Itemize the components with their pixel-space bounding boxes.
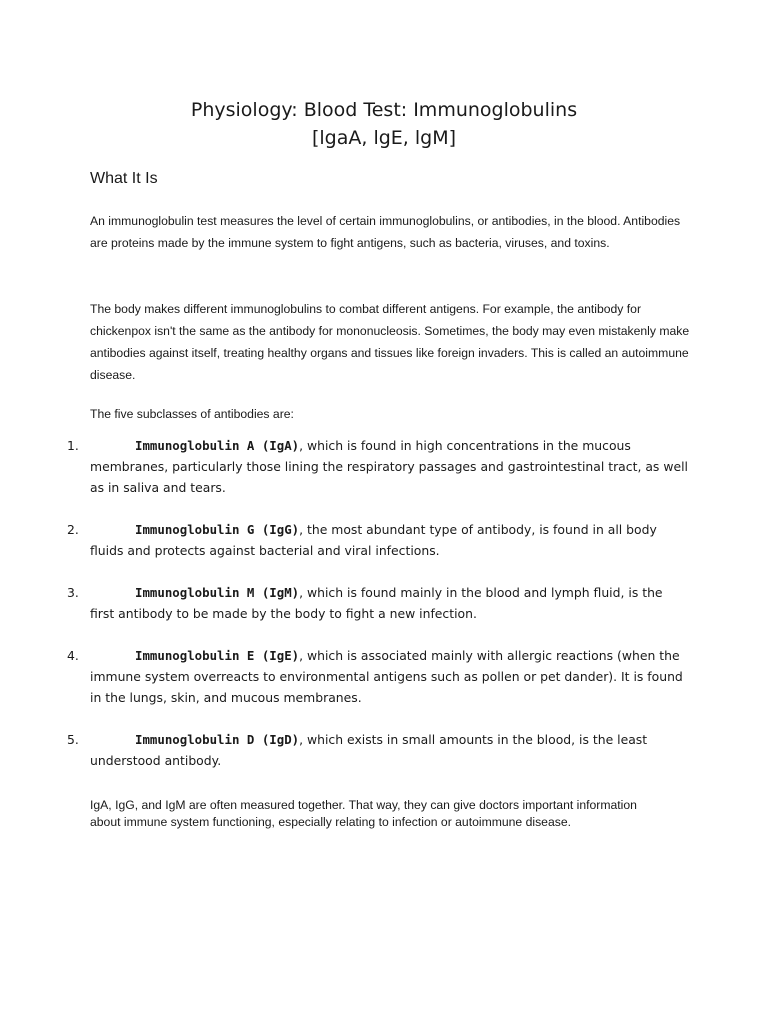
list-term: Immunoglobulin E (IgE) — [135, 648, 300, 663]
list-text: , which is found mainly in the blood and lymph fluid, is the first antibody to be made by the body to fight a new infection. — [90, 585, 663, 621]
list-body — [90, 435, 690, 498]
document-title — [0, 96, 768, 152]
paragraph-antigens: The body makes different immunoglobulins to combat different antigens. For example, the antibody for chickenpox isn't the same as the antibody for mononucleosis. Sometimes, the body may even mistakenly make antibodies against itself, treating healthy organs and tissues like foreign invaders. This is called an autoimmune disease. — [90, 302, 690, 382]
list-term: Immunoglobulin M (IgM) — [135, 585, 300, 600]
list-body — [90, 645, 690, 708]
list-number: 1. — [67, 438, 79, 453]
list-text: , the most abundant type of antibody, is found in all body fluids and protects against bacterial and viral infections. — [90, 522, 657, 558]
list-term: Immunoglobulin D (IgD) — [135, 732, 300, 747]
list-term: Immunoglobulin A (IgA) — [135, 438, 300, 453]
title-line-1: Physiology: Blood Test: Immunoglobulins — [190, 99, 578, 121]
list-body — [90, 582, 690, 624]
list-number: 5. — [67, 732, 79, 747]
section-heading: What It Is — [90, 170, 158, 187]
list-number: 4. — [67, 648, 79, 663]
title-line-2: [lgaA, lgE, lgM] — [311, 127, 457, 149]
list-body — [90, 729, 690, 771]
paragraph-closing: IgA, IgG, and IgM are often measured together. That way, they can give doctors important information about immune system functioning, especially relating to infection or autoimmune disease. — [90, 798, 637, 829]
paragraph-subclasses-intro: The five subclasses of antibodies are: — [90, 407, 294, 421]
list-body — [90, 519, 690, 561]
list-text: , which is associated mainly with allergic reactions (when the immune system overreacts to environmental antigens such as pollen or pet dander). It is found in the lungs, skin, and mucous membranes. — [90, 648, 683, 705]
paragraph-intro: An immunoglobulin test measures the level of certain immunoglobulins, or antibodies, in the blood. Antibodies are proteins made by the immune system to fight antigens, such as bacteria, viruses, and toxins. — [90, 214, 681, 250]
list-text: , which is found in high concentrations in the mucous membranes, particularly those lining the respiratory passages and gastrointestinal tract, as well as in saliva and tears. — [90, 438, 688, 495]
list-number: 2. — [67, 522, 79, 537]
list-text: , which exists in small amounts in the blood, is the least understood antibody. — [90, 732, 648, 768]
list-term: Immunoglobulin G (IgG) — [135, 522, 300, 537]
list-number: 3. — [67, 585, 79, 600]
